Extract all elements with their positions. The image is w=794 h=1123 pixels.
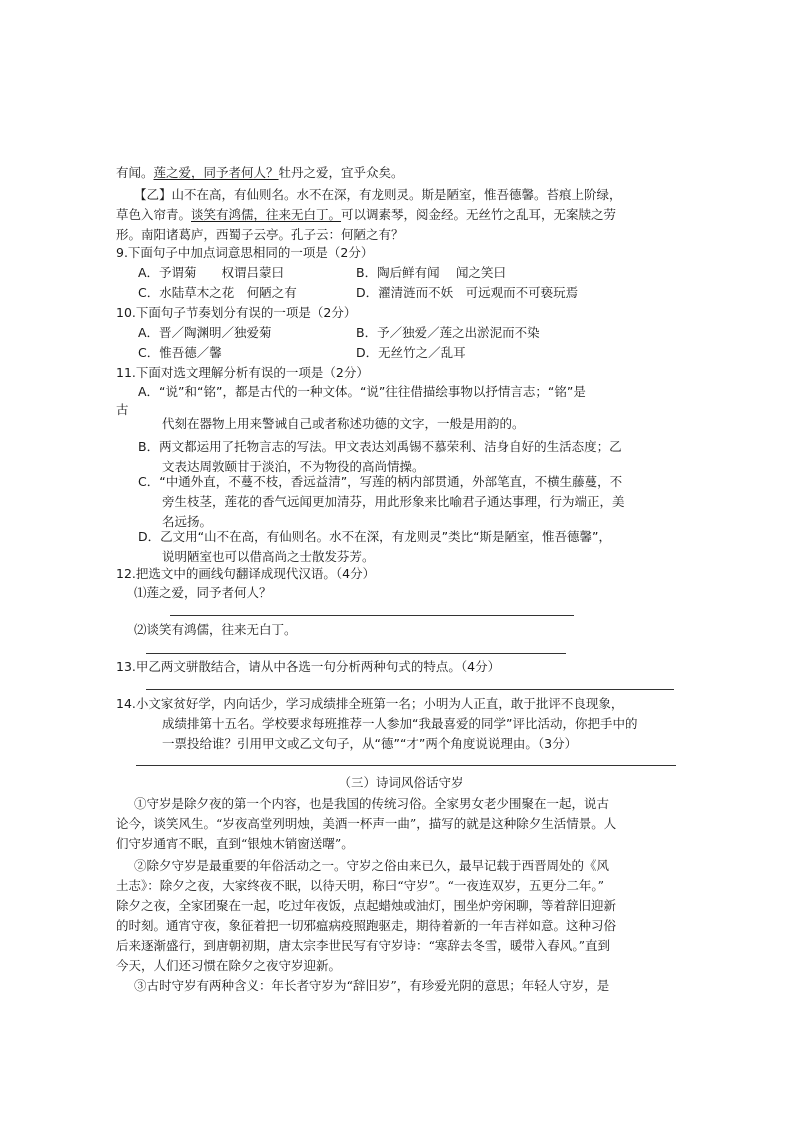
question-9-options-cd [138, 283, 708, 303]
q11-option-b-line-1: B．两文都运用了托物言志的写法。甲文表达刘禹锡不慕荣利、洁身自好的生活态度；乙 [138, 439, 622, 454]
s3-p2-line-4: 的时刻。通宵守夜，象征着把一切邪瘟病疫照跑驱走，期待着新的一年吉祥如意。这种习俗 [116, 918, 617, 933]
q14-answer-line[interactable] [136, 765, 676, 766]
q9-option-d: D．濯清涟而不妖 可远观而不可亵玩焉 [356, 285, 579, 300]
q9-option-c: C．水陆草木之花 何陋之有 [138, 285, 297, 300]
s3-p1-line-1: ①守岁是除夕夜的第一个内容，也是我国的传统习俗。全家男女老少围聚在一起，说古 [134, 796, 610, 811]
question-12-stem: 12.把选文中的画线句翻译成现代汉语。（4分） [116, 566, 376, 581]
q11-option-a-line-1: A．“说”和“铭”，都是古代的一种文体。“说”往往借描绘事物以抒情言志；“铭”是 [138, 384, 586, 399]
q12-answer-line-1[interactable] [170, 615, 574, 616]
s3-p3-line-1: ③古时守岁有两种含义：年长者守岁为“辞旧岁”，有珍爱光阴的意思；年轻人守岁，是 [134, 978, 610, 993]
q12-sentence-1: ⑴莲之爱，同予者何人？ [134, 585, 272, 600]
q10-option-c: C．惟吾德／馨 [138, 345, 222, 360]
s3-p2-line-6: 今天，人们还习惯在除夕之夜守岁迎新。 [116, 958, 342, 973]
q11-option-b-line-2: 文表达周敦颐甘于淡泊，不为物役的高尚情操。 [162, 459, 425, 474]
q10-option-d: D．无丝竹之／乱耳 [356, 345, 466, 360]
q12-sentence-2: ⑵谈笑有鸿儒，往来无白丁。 [134, 622, 297, 637]
question-9-stem: 9.下面句子中加点词意思相同的一项是（2分） [116, 245, 374, 260]
s3-p1-line-3: 们守岁通宵不眠，直到“银烛木销窗送曙”。 [116, 836, 354, 851]
s3-p2-line-2: 土志》：除夕之夜，大家终夜不眠，以待天明，称曰“守岁”。“一夜连双岁，五更分二年。” [116, 878, 605, 893]
q9-option-b: B．陶后鲜有闻 闻之笑曰 [356, 265, 507, 280]
q10-option-a: A．晋／陶渊明／独爱菊 [138, 325, 272, 340]
question-10-stem: 10.下面句子节奏划分有误的一项是（2分） [116, 305, 357, 320]
q11-option-c-line-2: 旁生枝茎，莲花的香气远闻更加清芬，用此形象来比喻君子通达事理，行为端正，美 [162, 494, 625, 509]
question-13-stem: 13.甲乙两文骈散结合，请从中各选一句分析两种句式的特点。（4分） [116, 659, 501, 674]
s3-p2-line-5: 后来逐渐盛行，到唐朝初期，唐太宗李世民写有守岁诗：“寒辞去冬雪，暖带入春风。”直到 [116, 938, 611, 953]
s3-p2-line-1: ②除夕守岁是最重要的年俗活动之一。守岁之俗由来已久，最早记载于西晋周处的《风 [134, 858, 610, 873]
question-10-options-cd [138, 343, 708, 363]
question-14-line-2: 成绩排第十五名。学校要求每班推荐一人参加“我最喜爱的同学”评比活动，你把手中的 [162, 716, 638, 731]
section-3-title: （三）诗词风俗话守岁 [338, 775, 464, 790]
q11-option-c-line-3: 名远扬。 [162, 514, 213, 529]
s3-p1-line-2: 论今，谈笑风生。“岁夜高堂列明烛，美酒一杯声一曲”，描写的就是这种除夕生活情景。人 [116, 816, 617, 831]
question-9-options-ab [138, 263, 708, 283]
underlined-sentence-1: 莲之爱，同予者何人？ [153, 165, 279, 180]
q9-option-a: A．予谓菊 权谓吕蒙曰 [138, 265, 285, 280]
passage-yi-line-2: 草色入帘青。谈笑有鸿儒，往来无白丁。可以调素琴，阅金经。无丝竹之乱耳，无案牍之劳 [116, 207, 617, 222]
q11-option-c-line-1: C．“中通外直，不蔓不枝，香远益清”，写莲的柄内部贯通，外部笔直，不横生藤蔓，不 [138, 474, 623, 489]
question-14-line-3: 一票投给谁？引用甲文或乙文句子，从“德”“才”两个角度说说理由。（3分） [162, 736, 578, 751]
q11-option-a-line-2: 古 [116, 402, 129, 417]
q11-option-d-line-2: 说明陋室也可以借高尚之士散发芬芳。 [162, 549, 375, 564]
q10-option-b: B．予／独爱／莲之出淤泥而不染 [356, 325, 540, 340]
q13-answer-line[interactable] [146, 689, 674, 690]
q11-option-d-line-1: D．乙文用“山不在高，有仙则名。水不在深，有龙则灵”类比“斯是陋室，惟吾德馨”， [138, 529, 612, 544]
underlined-sentence-2: 谈笑有鸿儒，往来无白丁。 [191, 207, 342, 222]
question-14-line-1: 14.小文家贫好学，内向话少，学习成绩排全班第一名；小明为人正直，敢于批评不良现象， [116, 696, 624, 711]
q12-answer-line-2[interactable] [146, 653, 566, 654]
passage-yi-line-3: 形。南阳诸葛庐，西蜀子云亭。孔子云：何陋之有？ [116, 227, 404, 242]
s3-p2-line-3: 除夕之夜，全家团聚在一起，吃过年夜饭，点起蜡烛或油灯，围坐炉旁闲聊，等着辞旧迎新 [116, 898, 617, 913]
passage-jia-end: 有闻。莲之爱，同予者何人？牡丹之爱，宜乎众矣。 [116, 165, 404, 180]
question-10-options-ab [138, 323, 708, 343]
question-11-stem: 11.下面对选文理解分析有误的一项是（2分） [116, 365, 369, 380]
q11-option-a-line-3: 代刻在器物上用来警诫自己或者称述功德的文字，一般是用韵的。 [162, 416, 525, 431]
passage-yi-line-1: 【乙】山不在高，有仙则名。水不在深，有龙则灵。斯是陋室，惟吾德馨。苔痕上阶绿， [134, 187, 622, 202]
